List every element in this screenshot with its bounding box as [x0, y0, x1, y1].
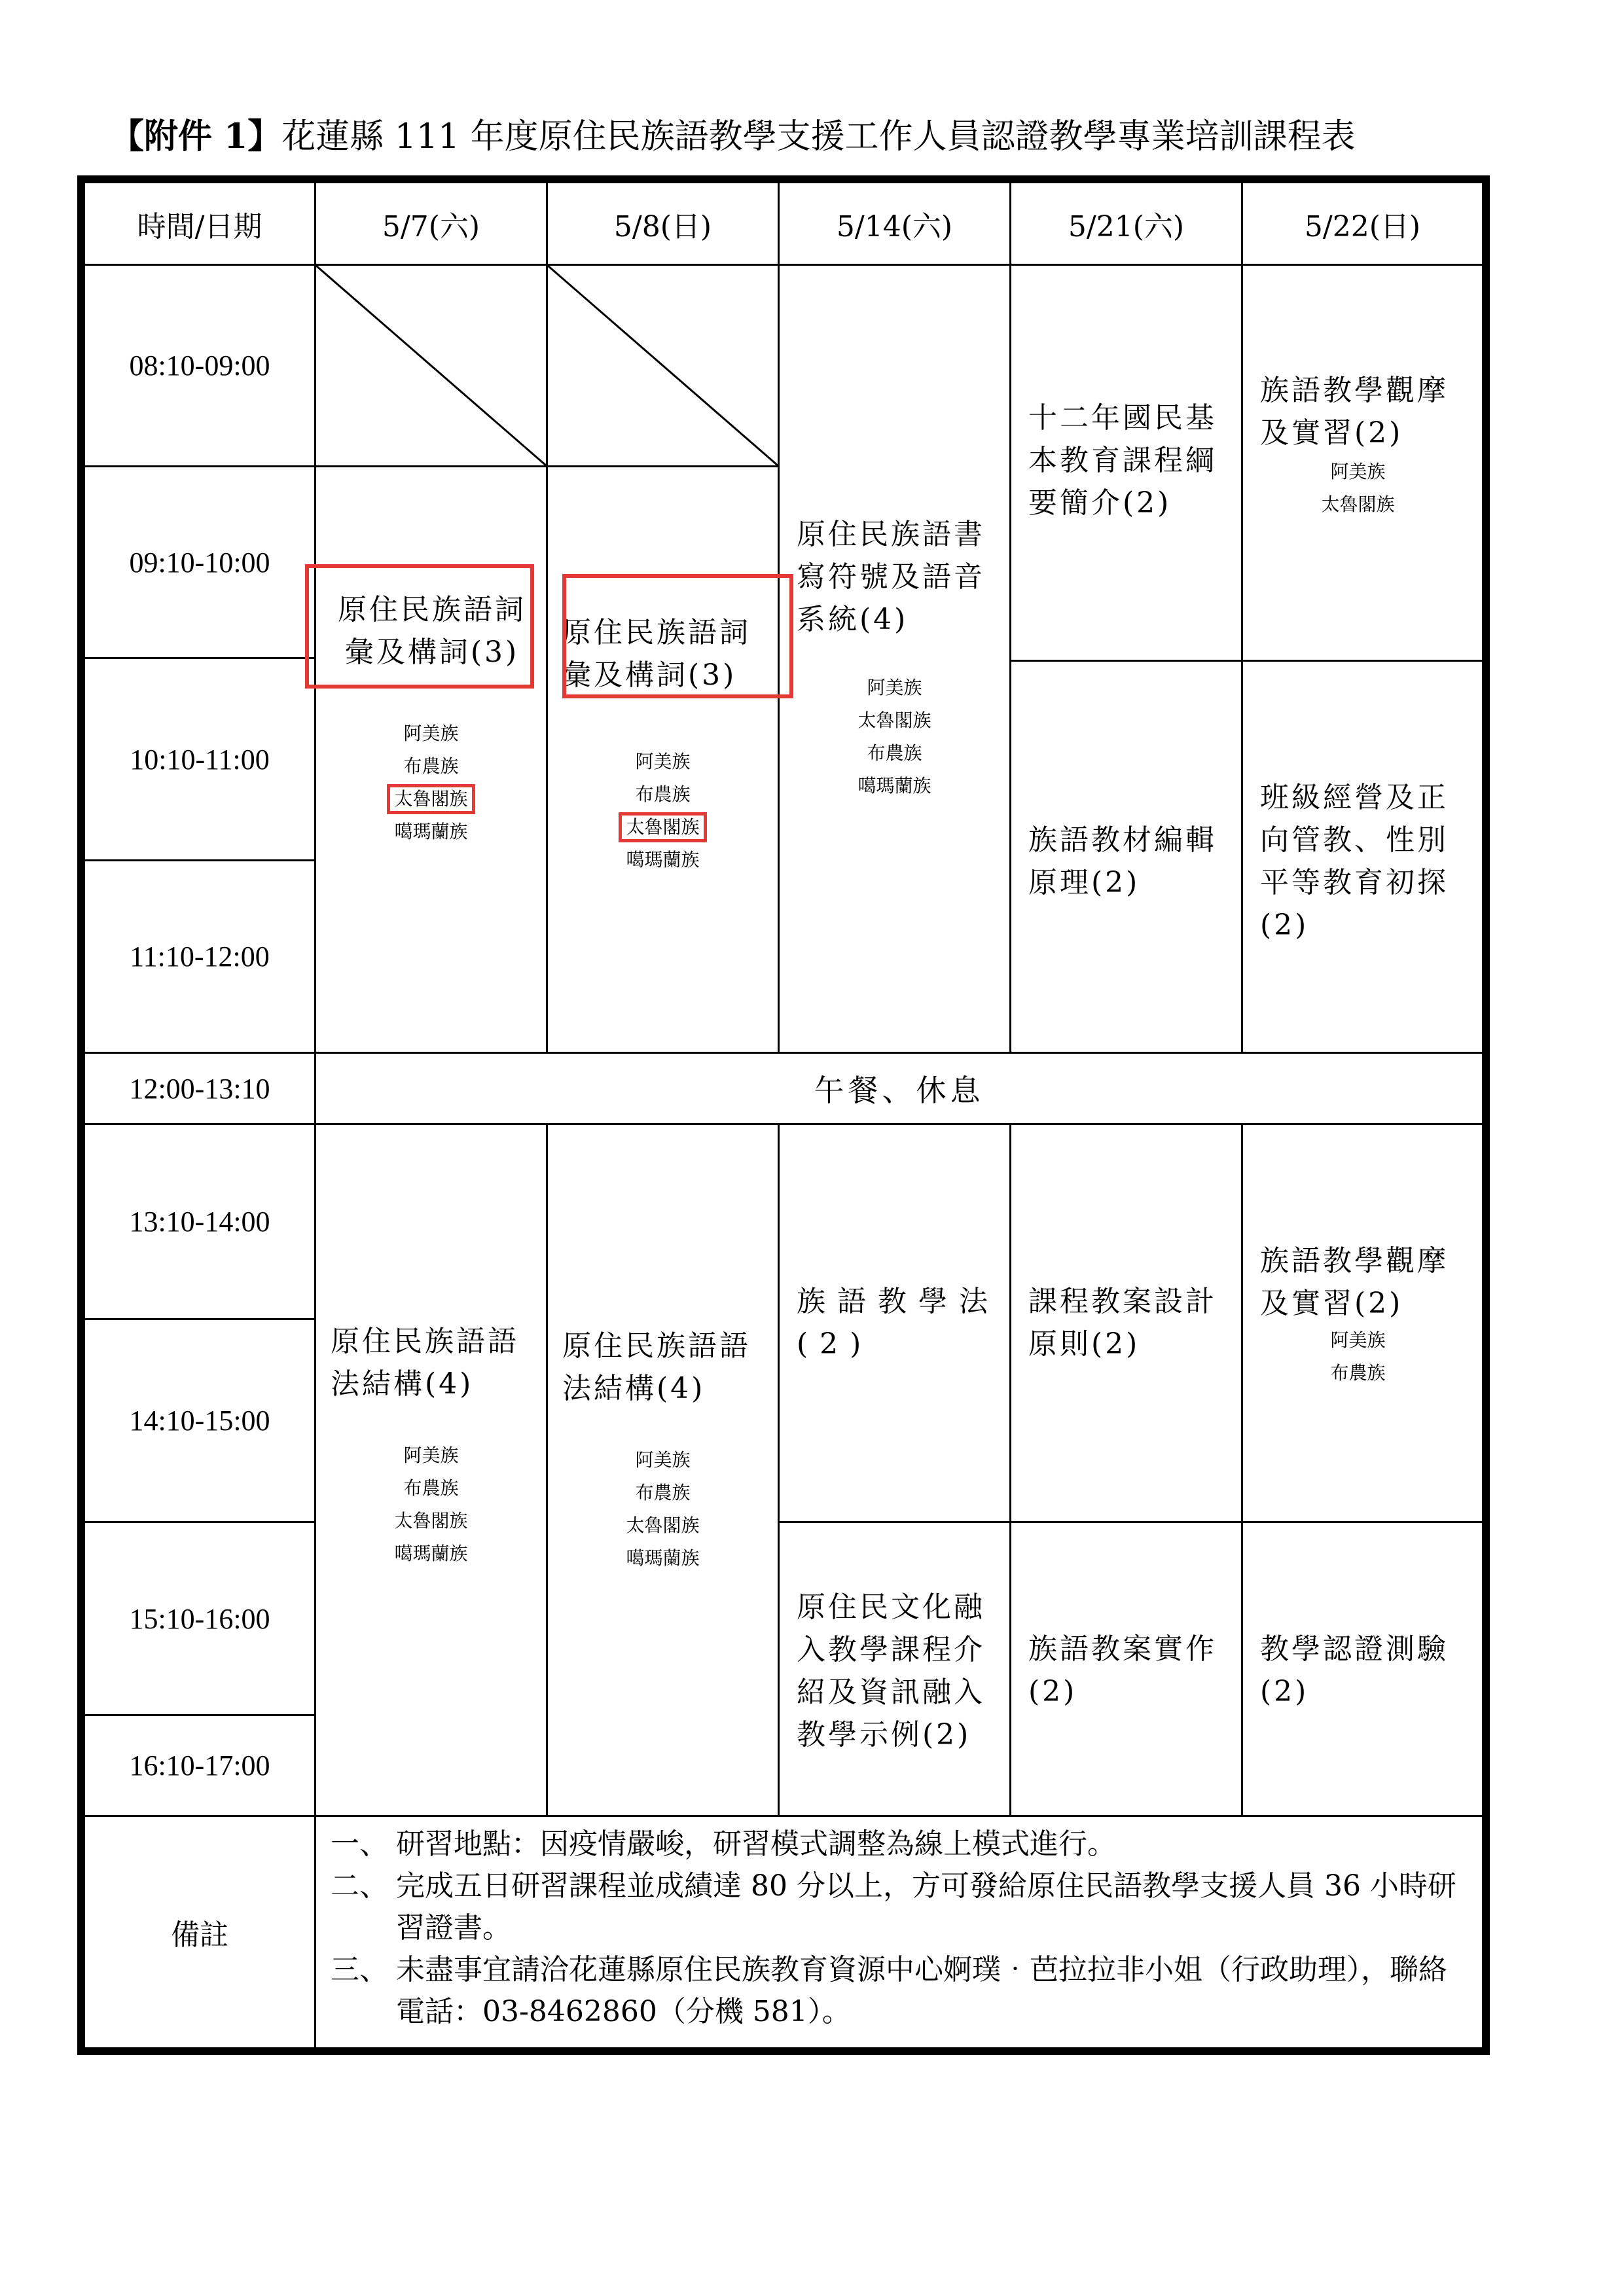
tribe-name: 太魯閣族 [626, 1515, 700, 1536]
empty-slot-d1 [314, 264, 548, 467]
time-slot-4: 11:10-12:00 [83, 859, 316, 1054]
notes-list [331, 1823, 1463, 2033]
tribe-name: 噶瑪蘭族 [394, 821, 468, 842]
course-cell-d3-pm1 [778, 1123, 1011, 1523]
course-title: 原住民族語詞彙及構詞(3) [338, 593, 526, 669]
header-date-3: 5/14(六) [778, 181, 1011, 266]
course-cell-d5-am2 [1241, 660, 1484, 1054]
title-prefix: 【附件 1】 [110, 117, 282, 156]
tribe-name: 阿美族 [635, 751, 691, 772]
tribe-name: 太魯閣族 [394, 1510, 468, 1532]
tribe-name: 噶瑪蘭族 [857, 775, 931, 797]
course-cell-d3-pm2 [778, 1521, 1011, 1817]
note-text: 未盡事宜請洽花蓮縣原住民族教育資源中心婀璞‧芭拉拉非小姐（行政助理），聯絡電話：03-8462860（分機 581）。 [396, 1953, 1447, 2028]
course-title: 教學認證測驗(2) [1260, 1632, 1449, 1708]
notes-cell [314, 1815, 1484, 2049]
header-corner: 時間/日期 [83, 181, 316, 266]
time-slot-2: 09:10-10:00 [83, 465, 316, 659]
note-item [331, 1949, 1463, 2033]
highlight-box [305, 564, 534, 689]
course-title: 族語教學觀摩及實習(2) [1260, 1244, 1449, 1320]
course-title: 原住民族語書寫符號及語音系統(4) [797, 518, 985, 636]
schedule-table [77, 175, 1490, 2055]
note-text: 完成五日研習課程並成績達 80 分以上，方可發給原住民語教學支援人員 36 小時研習證書。 [396, 1869, 1456, 1945]
course-cell-d5-pm2 [1241, 1521, 1484, 1817]
tribe-name: 布農族 [635, 1482, 691, 1503]
course-cell-d1-pm [314, 1123, 548, 1817]
tribe-name: 布農族 [867, 742, 922, 764]
course-cell-d4-pm1 [1009, 1123, 1243, 1523]
tribe-name: 阿美族 [635, 1449, 691, 1471]
time-slot-8: 16:10-17:00 [83, 1714, 316, 1817]
header-date-4: 5/21(六) [1009, 181, 1243, 266]
course-title: 族語教材編輯原理(2) [1028, 823, 1217, 899]
course-cell-d4-am1 [1009, 264, 1243, 662]
course-cell-d3-am [778, 264, 1011, 1054]
title-text: 花蓮縣 111 年度原住民族語教學支援工作人員認證教學專業培訓課程表 [281, 117, 1356, 156]
tribe-name: 阿美族 [1330, 461, 1386, 482]
tribe-list [316, 717, 546, 848]
course-cell-d2-am [546, 465, 780, 1054]
course-title: 班級經營及正向管教、性別平等教育初探(2) [1260, 781, 1449, 942]
time-slot-3: 10:10-11:00 [83, 657, 316, 861]
lunch-break: 午餐、休息 [314, 1052, 1484, 1125]
tribe-name: 布農族 [403, 1477, 459, 1499]
tribe-name-highlighted: 太魯閣族 [387, 784, 475, 814]
note-item [331, 1865, 1463, 1949]
tribe-list [1243, 1324, 1473, 1390]
time-slot-lunch: 12:00-13:10 [83, 1052, 316, 1125]
time-slot-1: 08:10-09:00 [83, 264, 316, 467]
tribe-list [1243, 456, 1473, 521]
diagonal-line [316, 266, 546, 465]
course-title: 族語教案實作(2) [1028, 1632, 1217, 1708]
course-title: 原住民文化融入教學課程介紹及資訊融入教學示例(2) [797, 1590, 985, 1751]
course-title: 課程教案設計原則(2) [1028, 1285, 1217, 1361]
tribe-name: 噶瑪蘭族 [626, 849, 700, 870]
tribe-name: 阿美族 [867, 677, 922, 698]
course-title: 十二年國民基本教育課程綱要簡介(2) [1028, 401, 1217, 520]
tribe-list [548, 745, 778, 876]
tribe-list [316, 1439, 546, 1570]
tribe-name: 布農族 [403, 755, 459, 777]
note-item [331, 1823, 1463, 1865]
course-title: 族語教學法(2) [797, 1285, 1000, 1361]
header-date-5: 5/22(日) [1241, 181, 1484, 266]
tribe-name: 布農族 [1330, 1362, 1386, 1384]
course-cell-d4-am2 [1009, 660, 1243, 1054]
tribe-name: 噶瑪蘭族 [626, 1547, 700, 1569]
course-cell-d4-pm2 [1009, 1521, 1243, 1817]
tribe-name: 太魯閣族 [1321, 493, 1395, 515]
tribe-name: 太魯閣族 [857, 709, 931, 731]
note-number: 三、 [331, 1953, 388, 1986]
time-slot-7: 15:10-16:00 [83, 1521, 316, 1716]
diagonal-line [548, 266, 778, 465]
time-slot-6: 14:10-15:00 [83, 1318, 316, 1523]
note-text: 研習地點：因疫情嚴峻，研習模式調整為線上模式進行。 [396, 1827, 1116, 1861]
tribe-name: 阿美族 [1330, 1329, 1386, 1351]
empty-slot-d2 [546, 264, 780, 467]
time-slot-5: 13:10-14:00 [83, 1123, 316, 1320]
course-title: 原住民族語語法結構(4) [331, 1325, 519, 1401]
header-date-2: 5/8(日) [546, 181, 780, 266]
course-cell-d5-am1 [1241, 264, 1484, 662]
tribe-name: 阿美族 [403, 1444, 459, 1466]
document-title [110, 113, 1550, 161]
tribe-name: 噶瑪蘭族 [394, 1543, 468, 1564]
course-title: 原住民族語詞彙及構詞(3) [562, 616, 751, 692]
tribe-name: 布農族 [635, 783, 691, 805]
course-cell-d1-am [314, 465, 548, 1054]
tribe-list [780, 672, 1009, 802]
course-cell-d2-pm [546, 1123, 780, 1817]
course-title: 原住民族語語法結構(4) [562, 1329, 751, 1405]
header-date-1: 5/7(六) [314, 181, 548, 266]
course-title: 族語教學觀摩及實習(2) [1260, 374, 1449, 450]
course-cell-d5-pm1 [1241, 1123, 1484, 1523]
highlight-box [562, 574, 793, 698]
note-number: 一、 [331, 1827, 388, 1861]
tribe-name: 阿美族 [403, 723, 459, 744]
note-number: 二、 [331, 1869, 388, 1903]
tribe-list [548, 1444, 778, 1575]
tribe-name-highlighted: 太魯閣族 [619, 812, 706, 842]
notes-label: 備註 [83, 1815, 316, 2049]
